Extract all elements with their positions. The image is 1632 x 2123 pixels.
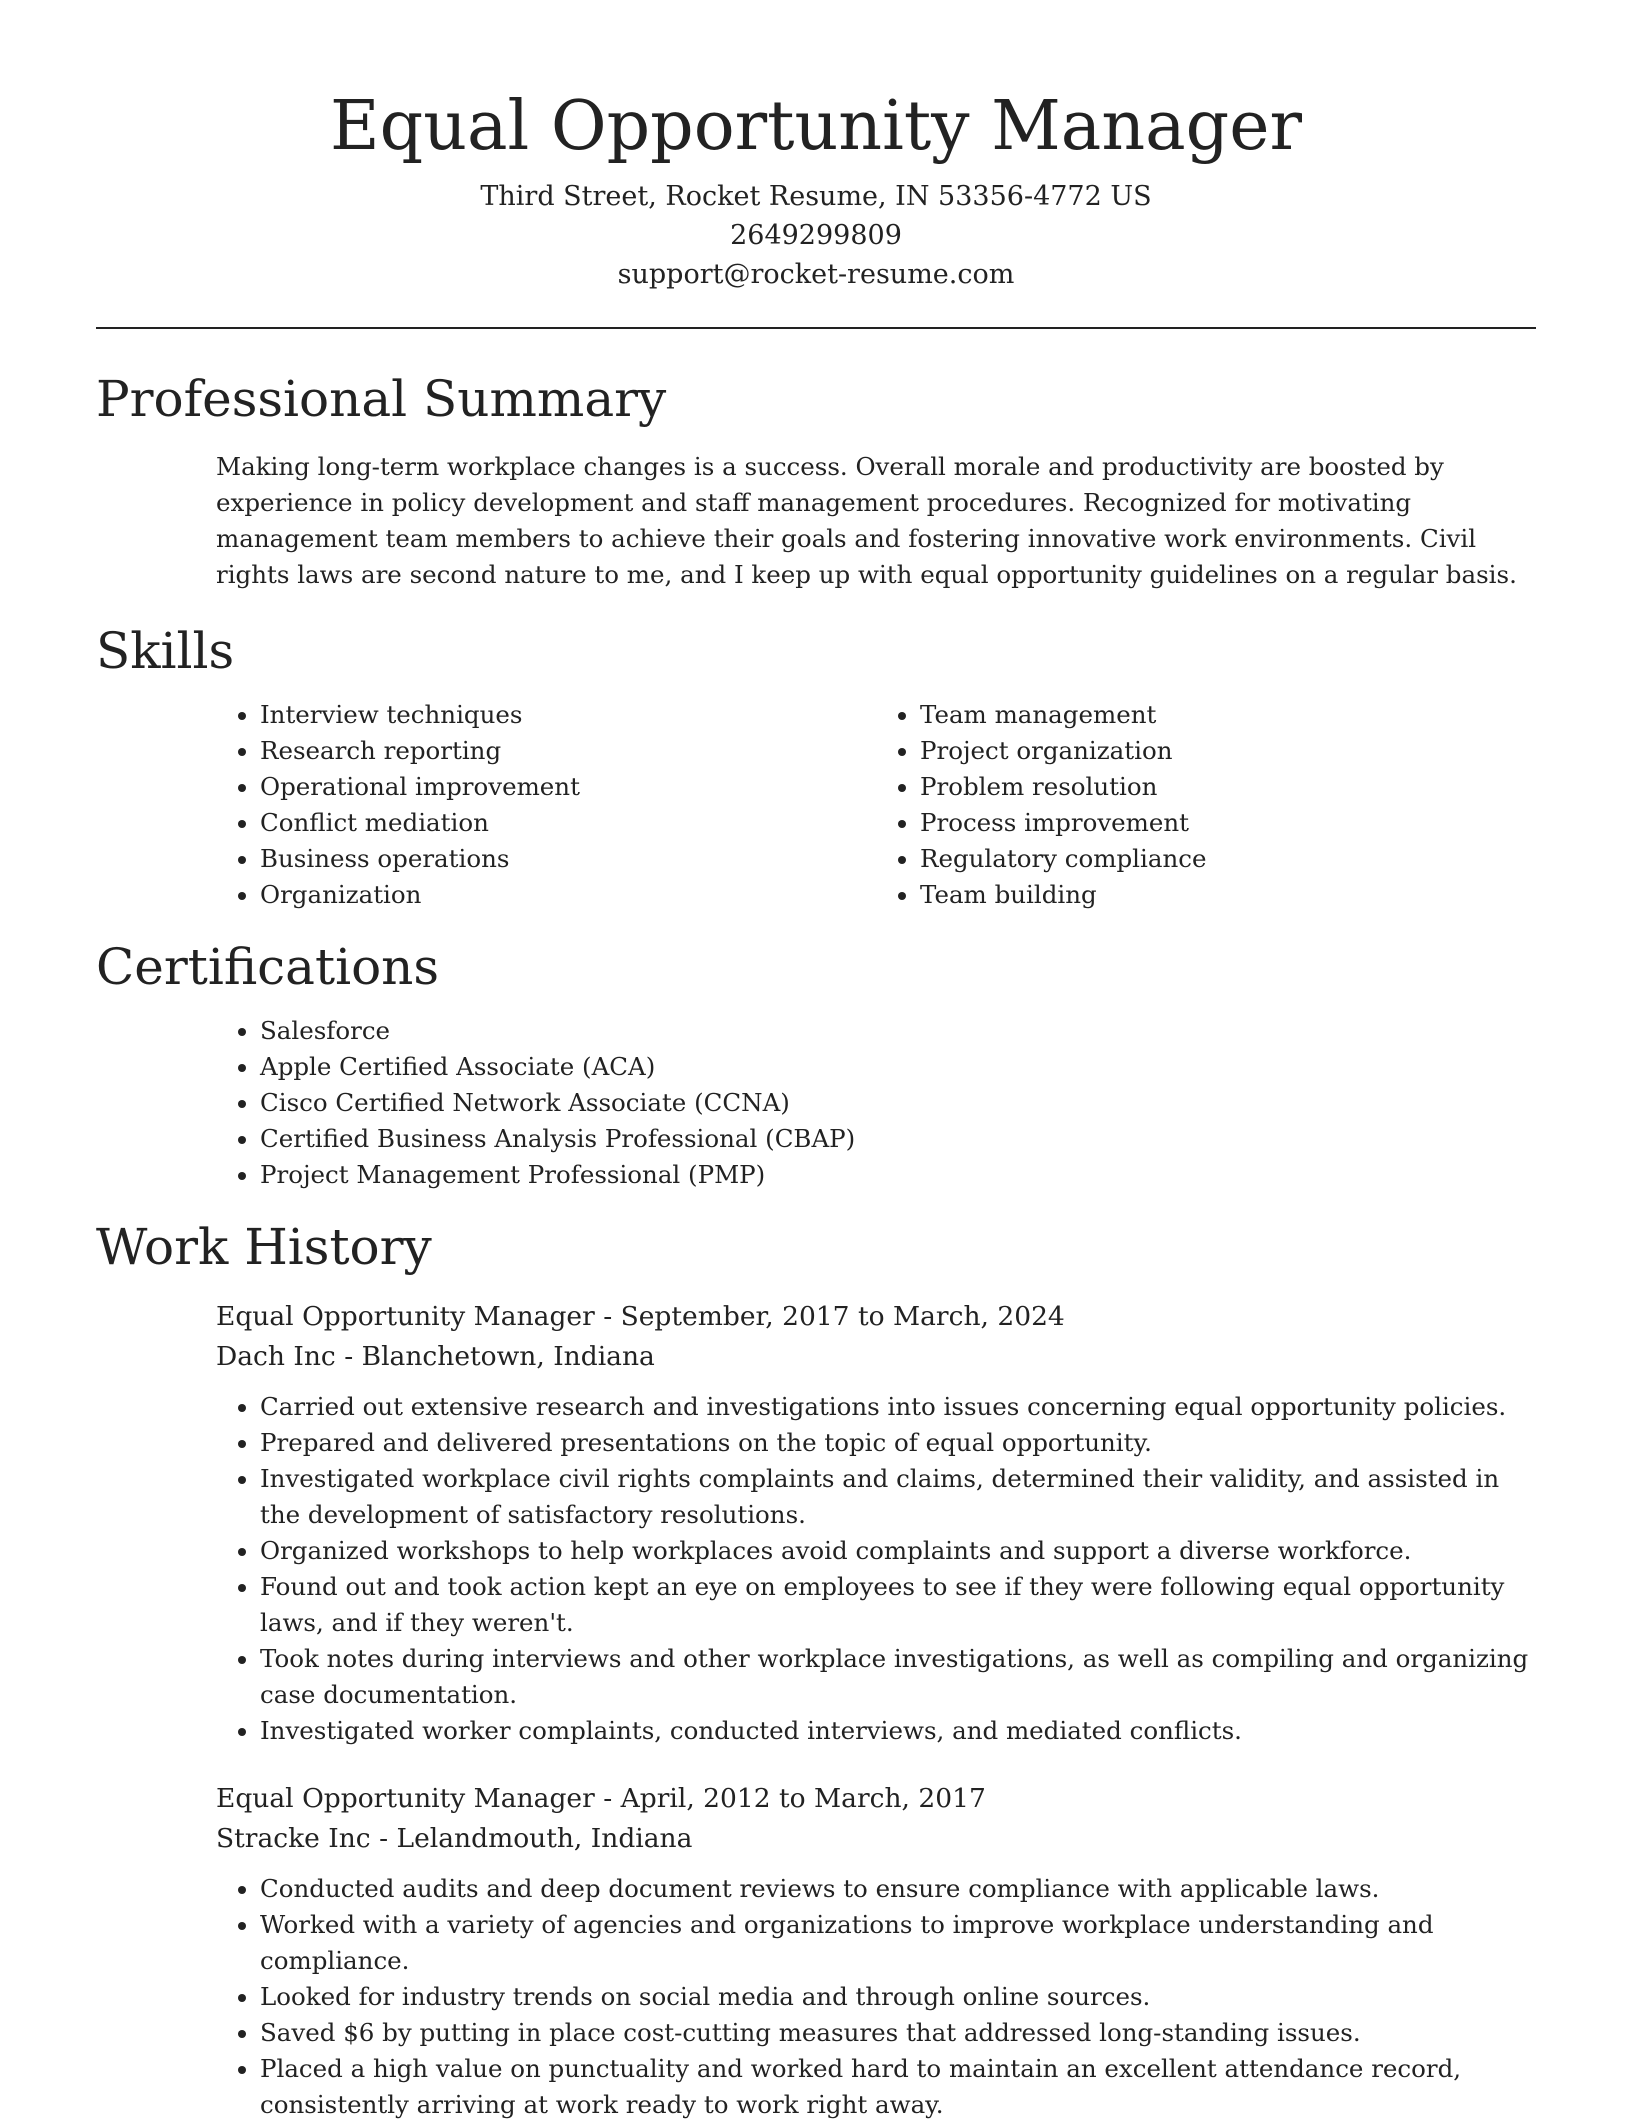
- skill-item: • Regulatory compliance: [920, 841, 1536, 877]
- summary-text: Making long-term workplace changes is a success. Overall morale and productivity are boosted by experience in policy development and staff management procedures. Recognized for motivating management team members to achieve their goals and fostering innovative work environments. Civil rights laws are second nature to me, and I keep up with equal opportunity guidelines on a regular basis.: [216, 452, 1517, 589]
- skill-item: • Team building: [920, 877, 1536, 913]
- job-separator: -: [344, 1341, 362, 1372]
- summary-section: [96, 367, 1536, 593]
- certification-item: • Cisco Certified Network Associate (CCNA): [260, 1085, 1536, 1121]
- job-role: Equal Opportunity Manager: [216, 1301, 595, 1332]
- job-title-line: [216, 1779, 1536, 1819]
- header-divider: [96, 327, 1536, 329]
- contact-info: [96, 177, 1536, 294]
- job-bullet: • Investigated workplace civil rights complaints and claims, determined their validity, and assisted in the development of satisfactory resolutions.: [260, 1461, 1536, 1533]
- skill-item: • Project organization: [920, 733, 1536, 769]
- skill-item: • Conflict mediation: [260, 805, 876, 841]
- job-bullets: [216, 1389, 1536, 1749]
- job-dates: April, 2012 to March, 2017: [620, 1783, 986, 1814]
- job-dates: September, 2017 to March, 2024: [620, 1301, 1065, 1332]
- work-history-section: [96, 1215, 1536, 2123]
- skill-item: • Problem resolution: [920, 769, 1536, 805]
- job-bullet: • Worked with a variety of agencies and organizations to improve workplace understanding and compliance.: [260, 1907, 1536, 1979]
- job-bullet: • Prepared and delivered presentations on the topic of equal opportunity.: [260, 1425, 1536, 1461]
- certification-item: • Salesforce: [260, 1013, 1536, 1049]
- skills-list-right: [876, 697, 1536, 913]
- skill-item: • Business operations: [260, 841, 876, 877]
- certifications-list: [216, 1013, 1536, 1193]
- certification-item: • Certified Business Analysis Professional (CBAP): [260, 1121, 1536, 1157]
- email: support@rocket-resume.com: [617, 259, 1015, 290]
- work-history-title: Work History: [96, 1218, 432, 1276]
- skill-item: • Process improvement: [920, 805, 1536, 841]
- skill-item: • Research reporting: [260, 733, 876, 769]
- job-role: Equal Opportunity Manager: [216, 1783, 595, 1814]
- skills-section: [96, 619, 1536, 913]
- skill-item: • Organization: [260, 877, 876, 913]
- job-bullet: • Organized workshops to help workplaces avoid complaints and support a diverse workforce.: [260, 1533, 1536, 1569]
- job-company-line: [216, 1819, 1536, 1859]
- resume-name: Equal Opportunity Manager: [330, 87, 1302, 166]
- job-separator: -: [603, 1783, 621, 1814]
- job-entry: [96, 1297, 1536, 1749]
- job-bullet: • Looked for industry trends on social media and through online sources.: [260, 1979, 1536, 2015]
- skills-list-left: [216, 697, 876, 913]
- certifications-section: [96, 935, 1536, 1193]
- skills-grid: [96, 697, 1536, 913]
- certifications-title: Certifications: [96, 938, 440, 996]
- job-separator: -: [379, 1823, 397, 1854]
- address: Third Street, Rocket Resume, IN 53356-4772 US: [480, 181, 1152, 212]
- job-bullet: • Investigated worker complaints, conducted interviews, and mediated conflicts.: [260, 1713, 1536, 1749]
- skills-title: Skills: [96, 622, 235, 680]
- certification-item: • Project Management Professional (PMP): [260, 1157, 1536, 1193]
- job-bullet: • Took notes during interviews and other workplace investigations, as well as compiling and organizing case documentation.: [260, 1641, 1536, 1713]
- skill-item: • Interview techniques: [260, 697, 876, 733]
- resume-header: [96, 0, 1536, 294]
- skill-item: • Operational improvement: [260, 769, 876, 805]
- job-bullet: • Found out and took action kept an eye on employees to see if they were following equal opportunity laws, and if they weren't.: [260, 1569, 1536, 1641]
- job-bullet: • Saved $6 by putting in place cost-cutting measures that addressed long-standing issues.: [260, 2015, 1536, 2051]
- job-separator: -: [603, 1301, 621, 1332]
- job-company: Stracke Inc: [216, 1823, 371, 1854]
- job-bullets: [216, 1871, 1536, 2123]
- skill-item: • Team management: [920, 697, 1536, 733]
- phone: 2649299809: [730, 220, 902, 251]
- job-bullet: • Conducted audits and deep document reviews to ensure compliance with applicable laws.: [260, 1871, 1536, 1907]
- job-location: Blanchetown, Indiana: [361, 1341, 655, 1372]
- job-company-line: [216, 1337, 1536, 1377]
- job-location: Lelandmouth, Indiana: [396, 1823, 693, 1854]
- job-company: Dach Inc: [216, 1341, 336, 1372]
- job-bullet: • Carried out extensive research and investigations into issues concerning equal opportunity policies.: [260, 1389, 1536, 1425]
- summary-title: Professional Summary: [96, 370, 667, 428]
- certification-item: • Apple Certified Associate (ACA): [260, 1049, 1536, 1085]
- job-entry: [96, 1779, 1536, 2123]
- job-title-line: [216, 1297, 1536, 1337]
- job-bullet: • Placed a high value on punctuality and worked hard to maintain an excellent attendance record, consistently arriving at work ready to work right away.: [260, 2051, 1536, 2123]
- resume-page: [96, 0, 1536, 2123]
